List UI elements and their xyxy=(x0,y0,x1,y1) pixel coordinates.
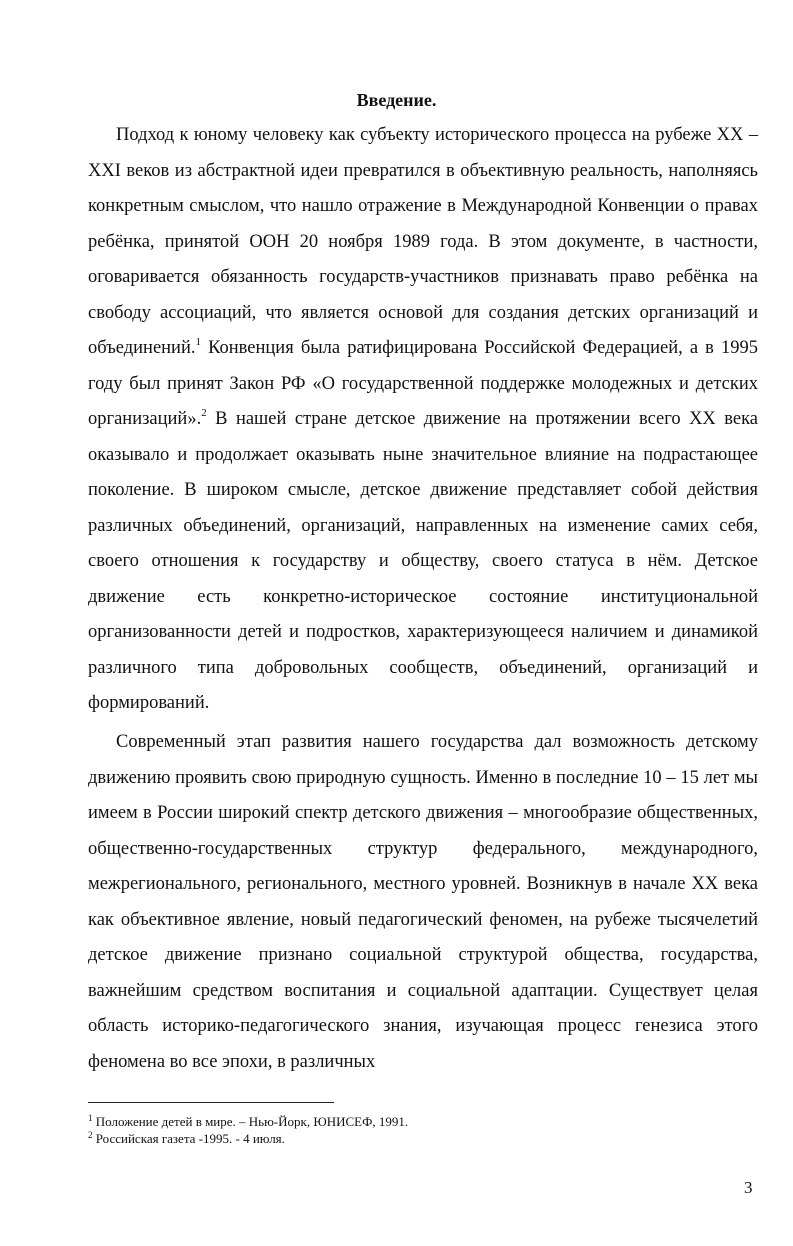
footnote-ref-2: 2 xyxy=(201,407,207,419)
page-number: 3 xyxy=(744,1178,753,1197)
footnote-1-text: Положение детей в мире. – Нью-Йорк, ЮНИСЕФ, 1991. xyxy=(95,1114,409,1129)
paragraph-1-text-a: Подход к юному человеку как субъекту исторического процесса на рубеже XX – XXI веков из абстрактной идеи превратился в объективную реальность, наполняясь конкретным смыслом, что нашло отражение в Международной Конвенции о правах ребёнка, принятой ООН 20 ноября 1989 года. В этом документе, в частности, оговаривается обязанность государств-участников признавать право ребёнка на свободу ассоциаций, что является основой для создания детских организаций и объединений. xyxy=(88,125,758,358)
paragraph-2: Современный этап развития нашего государства дал возможность детскому движению проявить свою природную сущность. Именно в последние 10 – 15 лет мы имеем в России широкий спектр детского движения – многообразие общественных, общественно-государственных структур федерального, международного, межрегионального, регионального, местного уровней. Возникнув в начале XX века как объективное явление, новый педагогический феномен, на рубеже тысячелетий детское движение признано социальной структурой общества, государства, важнейшим средством воспитания и социальной адаптации. Существует целая область историко-педагогического знания, изучающая процесс генезиса этого феномена во все эпохи, в различных xyxy=(88,732,758,1072)
footnote-1-number: 1 xyxy=(88,1113,93,1123)
footnote-2-text: Российская газета -1995. - 4 июля. xyxy=(95,1131,285,1146)
footnote-divider xyxy=(88,1102,334,1103)
footnote-2 xyxy=(88,1131,285,1147)
footnote-2-number: 2 xyxy=(88,1130,93,1140)
paragraph-1-text-c: В нашей стране детское движение на протяжении всего XX века оказывало и продолжает оказывать ныне значительное влияние на подрастающее поколение. В широком смысле, детское движение представляет собой действия различных объединений, организаций, направленных на изменение самих себя, своего отношения к государству и обществу, своего статуса в нём. Детское движение есть конкретно-историческое состояние институциональной организованности детей и подростков, характеризующееся наличием и динамикой различного типа добровольных сообществ, объединений, организаций и формирований. xyxy=(88,409,758,713)
footnote-ref-1: 1 xyxy=(195,336,201,348)
paragraph-1-text-b: Конвенция была ратифицирована Российской Федерацией, а в 1995 году был принят Закон РФ «О государственной поддержке молодежных и детских организаций». xyxy=(88,338,758,429)
page-title: Введение. xyxy=(356,90,437,110)
paragraph-1 xyxy=(88,118,758,722)
footnote-1 xyxy=(88,1114,408,1130)
